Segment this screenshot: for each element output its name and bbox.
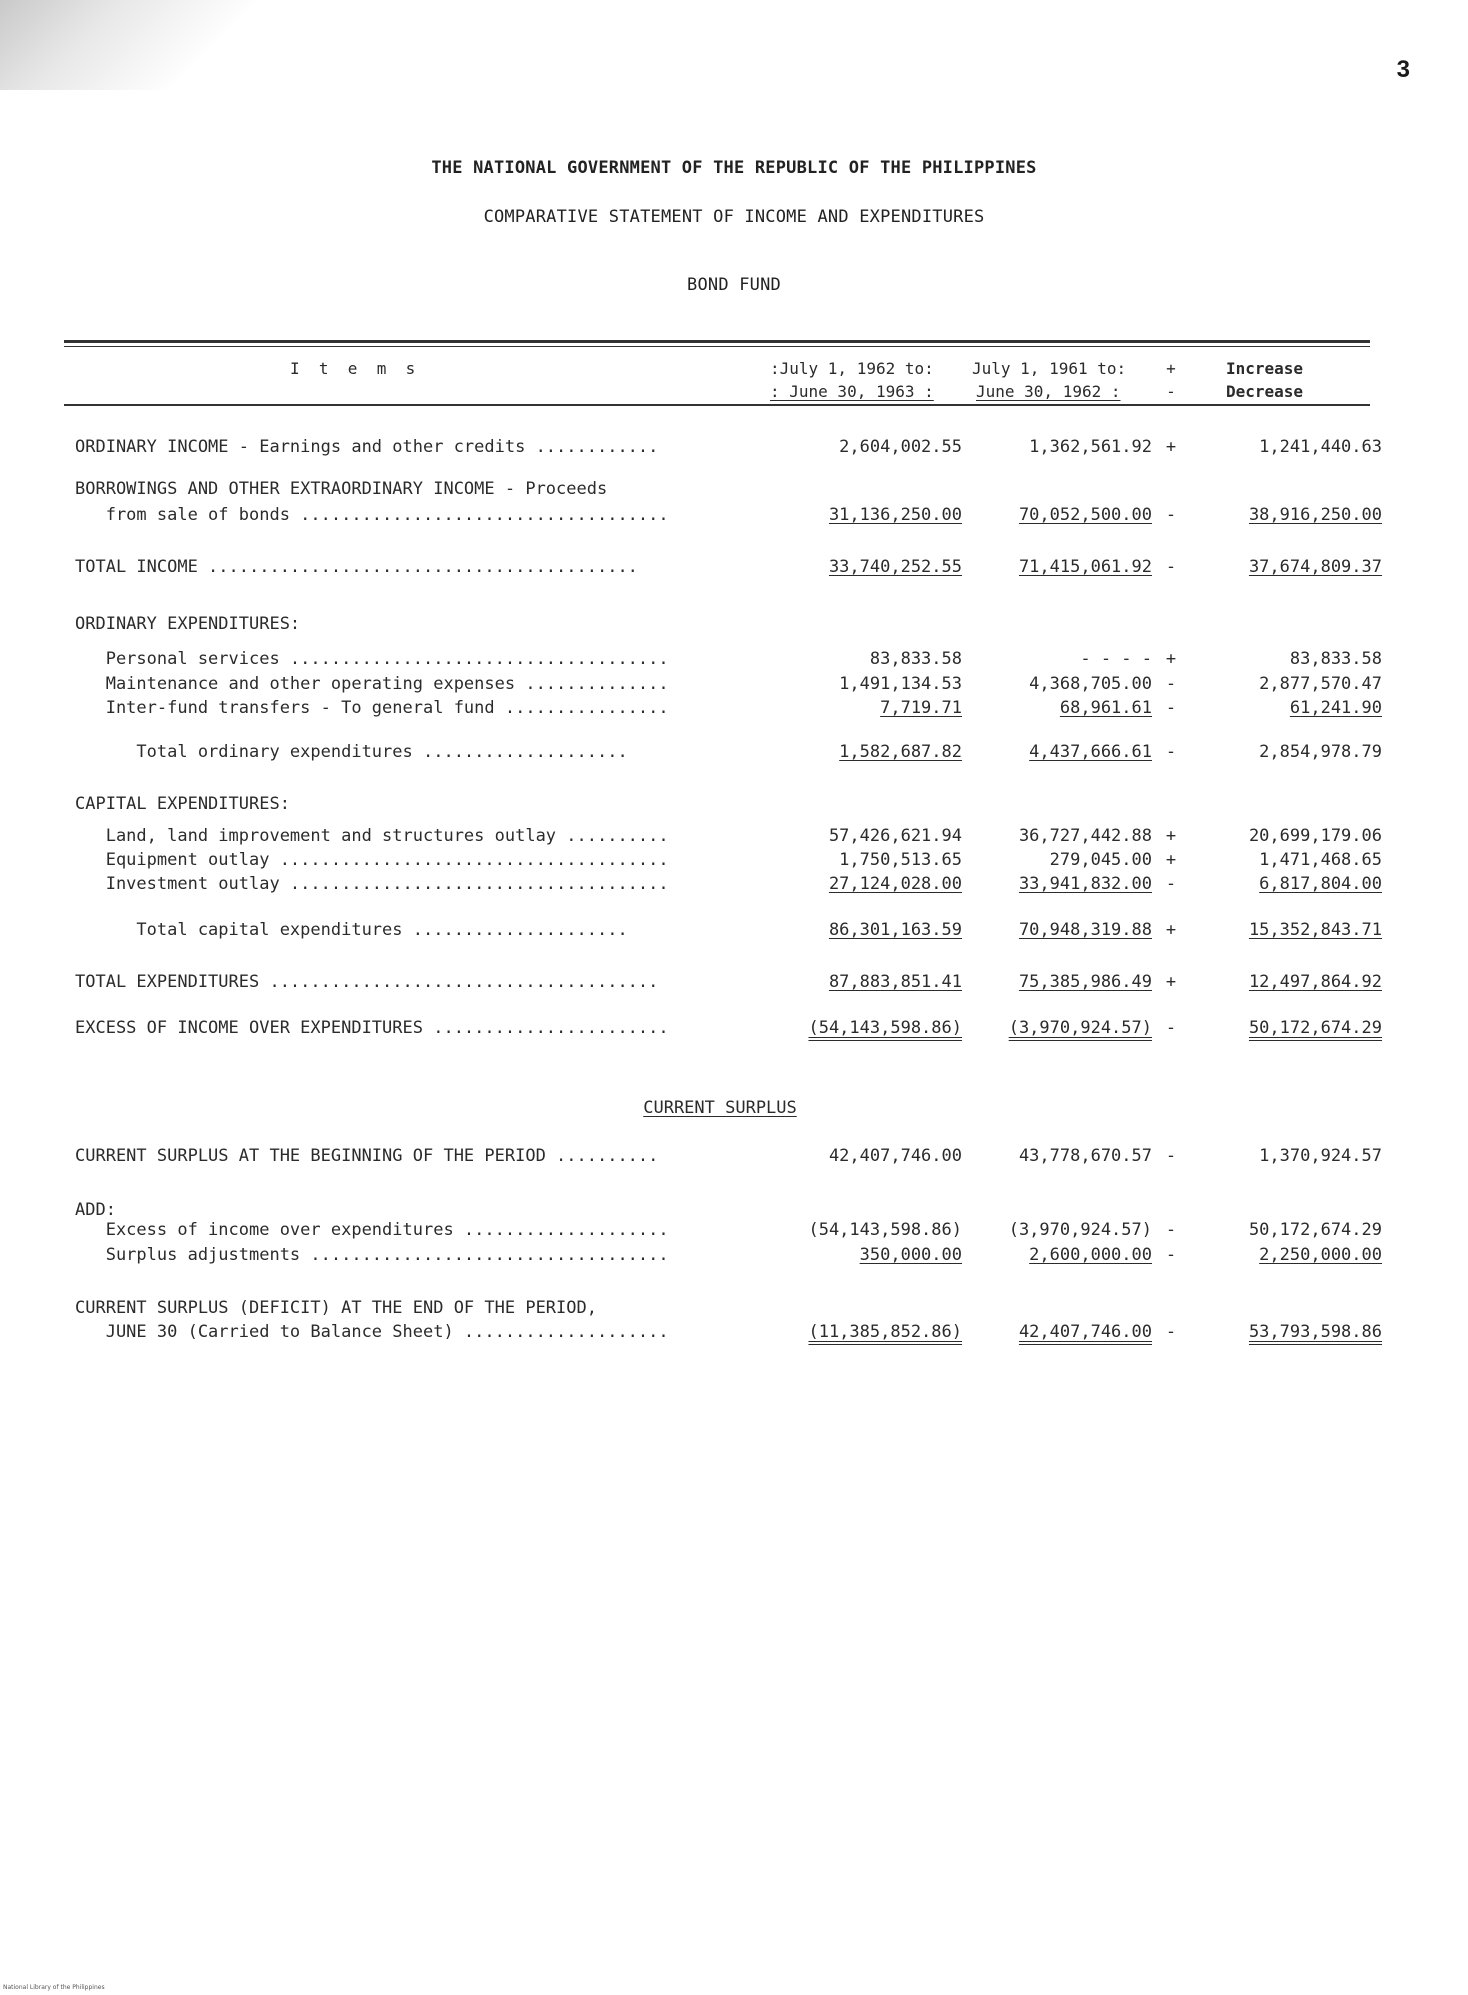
sign: + — [1165, 972, 1177, 992]
value-1962: 86,301,163.59 — [828, 920, 962, 940]
sign: - — [1165, 557, 1177, 577]
value-change: 20,699,179.06 — [1248, 826, 1382, 846]
value-1961: 70,052,500.00 — [1018, 505, 1152, 525]
value-1962: 27,124,028.00 — [828, 874, 962, 894]
section-title: CURRENT SURPLUS — [643, 1098, 797, 1118]
value-change: 2,877,570.47 — [1259, 674, 1382, 694]
value-change: 1,370,924.57 — [1259, 1146, 1382, 1166]
sign: + — [1165, 920, 1177, 940]
row-label: TOTAL INCOME .......................................... — [75, 557, 638, 577]
row-beginning — [0, 1144, 1468, 1168]
value-change: 83,833.58 — [1289, 649, 1382, 669]
row-personal-services — [0, 647, 1468, 671]
row-label: Total ordinary expenditures .................... — [75, 742, 628, 762]
row-label: BORROWINGS AND OTHER EXTRAORDINARY INCOME - Proceeds — [75, 479, 608, 499]
row-ordinary-income — [0, 435, 1468, 459]
sign: - — [1165, 1220, 1177, 1240]
title-line-1: THE NATIONAL GOVERNMENT OF THE REPUBLIC OF THE PHILIPPINES — [431, 158, 1037, 178]
col2-header: July 1, 1961 to: — [972, 359, 1127, 378]
sign: + — [1165, 649, 1177, 669]
row-label: Personal services ..................................... — [75, 649, 669, 669]
value-1962: 87,883,851.41 — [828, 972, 962, 992]
value-1961: 36,727,442.88 — [1018, 826, 1152, 846]
top-rule-thick — [64, 340, 1370, 343]
value-1961: (3,970,924.57) — [1008, 1018, 1152, 1038]
value-1961: 4,368,705.00 — [1029, 674, 1152, 694]
row-end-period — [0, 1320, 1468, 1344]
sign: - — [1165, 1018, 1177, 1038]
row-label: Surplus adjustments ................................... — [75, 1245, 669, 1265]
value-1961: 43,778,670.57 — [1018, 1146, 1152, 1166]
sign: - — [1165, 505, 1177, 525]
row-end-period-label — [0, 1296, 1468, 1320]
row-land — [0, 824, 1468, 848]
sign: - — [1165, 874, 1177, 894]
decrease-header: Decrease — [1226, 382, 1304, 401]
increase-header: Increase — [1226, 359, 1304, 378]
value-1961: - - - - — [1080, 649, 1152, 669]
section-label: ADD: — [75, 1200, 116, 1220]
sign: - — [1165, 698, 1177, 718]
row-capital-exp-header — [0, 792, 1468, 816]
page-number: 3 — [1396, 56, 1410, 83]
value-1962: 83,833.58 — [869, 649, 962, 669]
sign: + — [1165, 850, 1177, 870]
value-change: 2,250,000.00 — [1259, 1245, 1382, 1265]
value-1961: 70,948,319.88 — [1018, 920, 1152, 940]
row-surplus-adjustments — [0, 1243, 1468, 1267]
row-label: CURRENT SURPLUS AT THE BEGINNING OF THE PERIOD .......... — [75, 1146, 659, 1166]
row-excess — [0, 1016, 1468, 1040]
value-change: 6,817,804.00 — [1259, 874, 1382, 894]
value-change: 12,497,864.92 — [1248, 972, 1382, 992]
value-change: 1,471,468.65 — [1259, 850, 1382, 870]
value-change: 38,916,250.00 — [1248, 505, 1382, 525]
sign: - — [1165, 674, 1177, 694]
sign: + — [1165, 437, 1177, 457]
value-1961: 1,362,561.92 — [1029, 437, 1152, 457]
value-1961: 4,437,666.61 — [1029, 742, 1152, 762]
row-label: Inter-fund transfers - To general fund ................ — [75, 698, 669, 718]
row-label: TOTAL EXPENDITURES ...................................... — [75, 972, 659, 992]
value-change: 2,854,978.79 — [1259, 742, 1382, 762]
value-1961: 42,407,746.00 — [1018, 1322, 1152, 1342]
value-change: 61,241.90 — [1289, 698, 1382, 718]
section-label: ORDINARY EXPENDITURES: — [75, 614, 301, 634]
row-investment — [0, 872, 1468, 896]
row-maintenance — [0, 672, 1468, 696]
value-1962: 57,426,621.94 — [828, 826, 962, 846]
row-label: Equipment outlay ...................................... — [75, 850, 669, 870]
value-change: 15,352,843.71 — [1248, 920, 1382, 940]
sign-header: + — [1166, 359, 1176, 378]
scan-corner-shade — [0, 0, 260, 90]
sign-header-2: - — [1166, 382, 1176, 401]
sign: - — [1165, 1322, 1177, 1342]
value-change: 50,172,674.29 — [1248, 1220, 1382, 1240]
row-label: Investment outlay ..................................... — [75, 874, 669, 894]
value-1962: 1,750,513.65 — [839, 850, 962, 870]
col1-header-date: : June 30, 1963 : — [770, 382, 934, 401]
col1-header: :July 1, 1962 to: — [770, 359, 934, 378]
sign: - — [1165, 1146, 1177, 1166]
title-line-3: BOND FUND — [687, 275, 781, 295]
row-inter-fund — [0, 696, 1468, 720]
row-total-expenditures — [0, 970, 1468, 994]
row-total-ordinary — [0, 740, 1468, 764]
value-1962: (54,143,598.86) — [808, 1018, 962, 1038]
row-label-cont: JUNE 30 (Carried to Balance Sheet) .................... — [75, 1322, 669, 1342]
value-1962: 2,604,002.55 — [839, 437, 962, 457]
value-1962: 1,491,134.53 — [839, 674, 962, 694]
row-borrowings — [0, 503, 1468, 527]
value-change: 37,674,809.37 — [1248, 557, 1382, 577]
items-header: I t e m s — [290, 359, 416, 378]
row-equipment — [0, 848, 1468, 872]
archive-footer: National Library of the Philippines — [3, 1984, 105, 1991]
value-1961: 2,600,000.00 — [1029, 1245, 1152, 1265]
row-label: CURRENT SURPLUS (DEFICIT) AT THE END OF THE PERIOD, — [75, 1298, 597, 1318]
value-1961: 71,415,061.92 — [1018, 557, 1152, 577]
sign: - — [1165, 1245, 1177, 1265]
title-line-2: COMPARATIVE STATEMENT OF INCOME AND EXPENDITURES — [483, 207, 985, 227]
row-label: Maintenance and other operating expenses .............. — [75, 674, 669, 694]
header-bottom-rule — [64, 404, 1370, 406]
row-label-cont: from sale of bonds .................................... — [75, 505, 669, 525]
value-1962: 1,582,687.82 — [839, 742, 962, 762]
value-1962: (54,143,598.86) — [808, 1220, 962, 1240]
value-1961: 279,045.00 — [1049, 850, 1152, 870]
value-change: 53,793,598.86 — [1248, 1322, 1382, 1342]
column-header-line-1 — [0, 357, 1468, 381]
section-label: CAPITAL EXPENDITURES: — [75, 794, 290, 814]
value-1962: 7,719.71 — [880, 698, 962, 718]
current-surplus-title — [0, 1096, 1468, 1120]
value-1961: 68,961.61 — [1059, 698, 1152, 718]
row-total-capital — [0, 918, 1468, 942]
row-label: EXCESS OF INCOME OVER EXPENDITURES ....................... — [75, 1018, 669, 1038]
col2-header-date: June 30, 1962 : — [976, 382, 1121, 401]
value-1962: 31,136,250.00 — [828, 505, 962, 525]
value-change: 1,241,440.63 — [1259, 437, 1382, 457]
value-1962: 33,740,252.55 — [828, 557, 962, 577]
row-add-excess — [0, 1218, 1468, 1242]
sign: - — [1165, 742, 1177, 762]
column-header-line-2 — [0, 380, 1468, 404]
value-change: 50,172,674.29 — [1248, 1018, 1382, 1038]
value-1962: 350,000.00 — [859, 1245, 962, 1265]
value-1961: 75,385,986.49 — [1018, 972, 1152, 992]
value-1961: (3,970,924.57) — [1008, 1220, 1152, 1240]
value-1962: (11,385,852.86) — [808, 1322, 962, 1342]
sign: + — [1165, 826, 1177, 846]
top-rule-thin — [64, 346, 1370, 347]
value-1962: 42,407,746.00 — [828, 1146, 962, 1166]
row-total-income — [0, 555, 1468, 579]
value-1961: 33,941,832.00 — [1018, 874, 1152, 894]
row-ordinary-exp-header — [0, 612, 1468, 636]
row-label: Total capital expenditures ..................... — [75, 920, 628, 940]
row-label: Land, land improvement and structures outlay .......... — [75, 826, 669, 846]
row-borrowings-label — [0, 477, 1468, 501]
row-label: ORDINARY INCOME - Earnings and other credits ............ — [75, 437, 659, 457]
row-label: Excess of income over expenditures .................... — [75, 1220, 669, 1240]
